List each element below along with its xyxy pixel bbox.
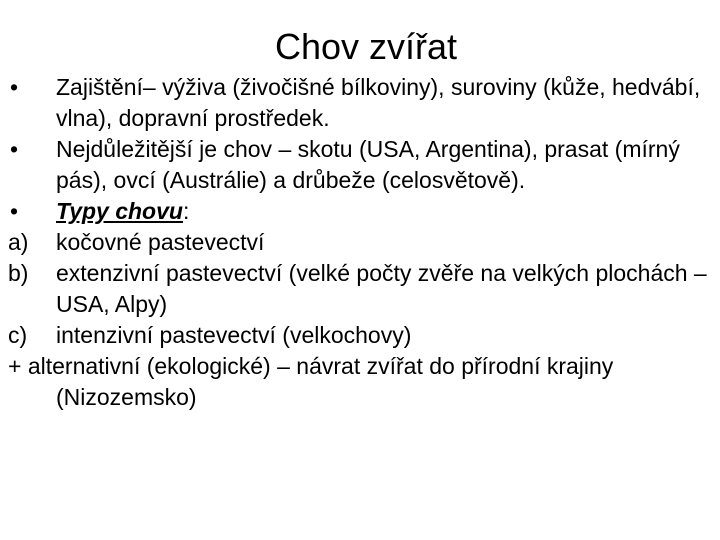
list-marker: b) [8,260,29,286]
list-item [8,320,708,351]
typy-chovu-heading: Typy chovu [56,198,183,224]
bullet-item [8,134,708,196]
list-marker: a) [8,229,29,255]
slide-title [0,26,720,68]
bullet-marker: • [10,198,19,224]
bullet-text: Nejdůležitější je chov – skotu (USA, Argentina), prasat (mírný pás), ovcí (Austrálie) a drůbeže (celosvětově). [56,136,680,193]
bullet-text: Zajištění– výživa (živočišné bílkoviny), suroviny (kůže, hedvábí, vlna), dopravní prostředek. [56,74,701,131]
extra-item: + alternativní (ekologické) – návrat zvířat do přírodní krajiny (Nizozemsko) [8,353,614,410]
list-text: intenzivní pastevectví (velkochovy) [56,322,412,348]
bullet-marker: • [10,74,19,100]
list-item [8,227,708,258]
bullet-marker: • [10,136,19,162]
slide-title-text: Chov zvířat [274,26,458,67]
slide-content [8,72,708,413]
bullet-item [8,196,708,227]
list-item [8,258,708,320]
list-text: extenzivní pastevectví (velké počty zvěře na velkých plochách – USA, Alpy) [56,260,707,317]
bullet-item [8,72,708,134]
list-marker: c) [8,322,28,348]
list-text: kočovné pastevectví [56,229,265,255]
heading-colon: : [182,198,190,224]
